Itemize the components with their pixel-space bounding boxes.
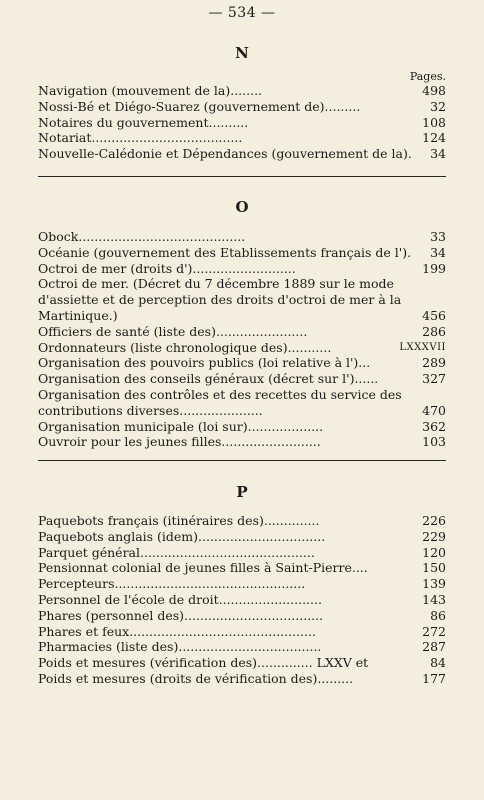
entry-page: 143 [422,591,446,607]
entry-text: Organisation municipale (loi sur)................... [38,418,324,434]
entry-page: 103 [422,434,446,450]
entry-text: Notariat...................................... [38,130,243,146]
entry-page: 362 [422,418,446,434]
entry-text: Pharmacies (liste des).................................... [38,639,322,655]
list-item [38,83,446,99]
entry-text: Phares (personnel des)................................... [38,607,324,623]
list-item [38,371,446,387]
entry-page: 177 [422,670,446,686]
entry-page: 32 [430,98,446,114]
list-item [38,146,446,162]
entry-page: 33 [430,229,446,244]
list-item [38,545,446,561]
entry-page: 289 [422,355,446,371]
list-item [38,130,446,146]
entry-text: Océanie (gouvernement des Etablissements français de l'). [38,244,412,260]
section-rule-n [38,176,446,177]
list-item [38,387,446,419]
list-item [38,355,446,371]
list-item [38,608,446,624]
entry-text: Poids et mesures (droits de vérification des)......... [38,670,354,686]
list-item [38,529,446,545]
entry-text: Obock.......................................... [38,229,246,244]
section-list-o [38,229,446,450]
entry-page: 327 [422,371,446,387]
entry-page: 120 [422,544,446,560]
entry-page: 272 [422,623,446,639]
entry-page: 34 [430,146,446,162]
entry-text: Paquebots français (itinéraires des).............. [38,513,320,528]
section-rule-o [38,460,446,461]
section-list-n [38,83,446,162]
entry-page: 150 [422,560,446,576]
entry-text: Parquet général............................................ [38,544,315,560]
entry-page: 470 [422,402,446,418]
list-item [38,99,446,115]
entry-text: Ordonnateurs (liste chronologique des)........... [38,339,332,355]
list-item [38,229,446,245]
entry-text: Officiers de santé (liste des)....................... [38,323,308,339]
entry-page: 286 [422,323,446,339]
list-item [38,655,446,671]
entry-text: Nouvelle-Calédonie et Dépendances (gouvernement de la). [38,146,412,162]
list-item [38,671,446,687]
section-list-p [38,513,446,687]
entry-page: 124 [422,130,446,146]
list-item [38,276,446,323]
entry-page: 498 [422,83,446,98]
entry-page: LXXXVII [399,341,446,353]
section-heading-p: P [236,483,248,501]
page-number: — 534 — [208,5,276,21]
section-heading-n: N [235,44,249,62]
section-heading-o: O [235,198,249,216]
entry-text: Organisation des contrôles et des recettes du service des contributions diverses..................... [38,386,402,418]
list-item [38,115,446,131]
entry-text: Paquebots anglais (idem)................................ [38,528,326,544]
entry-page: 84 [430,655,446,671]
entry-page: 86 [430,607,446,623]
entry-page: 287 [422,639,446,655]
entry-text: Personnel de l'école de droit.......................... [38,591,322,607]
entry-page: 108 [422,114,446,130]
entry-page: 229 [422,528,446,544]
entry-text: Percepteurs................................................ [38,576,306,592]
entry-page: 226 [422,513,446,528]
list-item [38,624,446,640]
entry-text: Ouvroir pour les jeunes filles......................... [38,434,321,450]
entry-text: Pensionnat colonial de jeunes filles à Saint-Pierre.... [38,560,368,576]
list-item [38,340,446,356]
list-item [38,560,446,576]
list-item [38,324,446,340]
entry-text: Phares et feux............................................... [38,623,316,639]
list-item [38,592,446,608]
list-item [38,419,446,435]
list-item [38,261,446,277]
entry-text: Octroi de mer. (Décret du 7 décembre 1889 sur le mode d'assiette et de perception des droits d'octroi de mer à la Martinique.) [38,276,402,323]
entry-text: Octroi de mer (droits d').......................... [38,260,296,276]
list-item [38,639,446,655]
entry-text: Poids et mesures (vérification des).............. LXXV et [38,655,369,671]
entry-page: 199 [422,260,446,276]
list-item [38,245,446,261]
list-item [38,576,446,592]
entry-page: 34 [430,244,446,260]
entry-text: Organisation des pouvoirs publics (loi relative à l')... [38,355,371,371]
entry-page: 139 [422,576,446,592]
entry-text: Navigation (mouvement de la)........ [38,83,263,98]
pages-column-label: Pages. [409,70,446,83]
entry-text: Organisation des conseils généraux (décret sur l')...... [38,371,379,387]
entry-text: Nossi-Bé et Diégo-Suarez (gouvernement de)......... [38,98,361,114]
entry-page: 456 [422,307,446,323]
entry-text: Notaires du gouvernement.......... [38,114,249,130]
list-item [38,434,446,450]
list-item [38,513,446,529]
